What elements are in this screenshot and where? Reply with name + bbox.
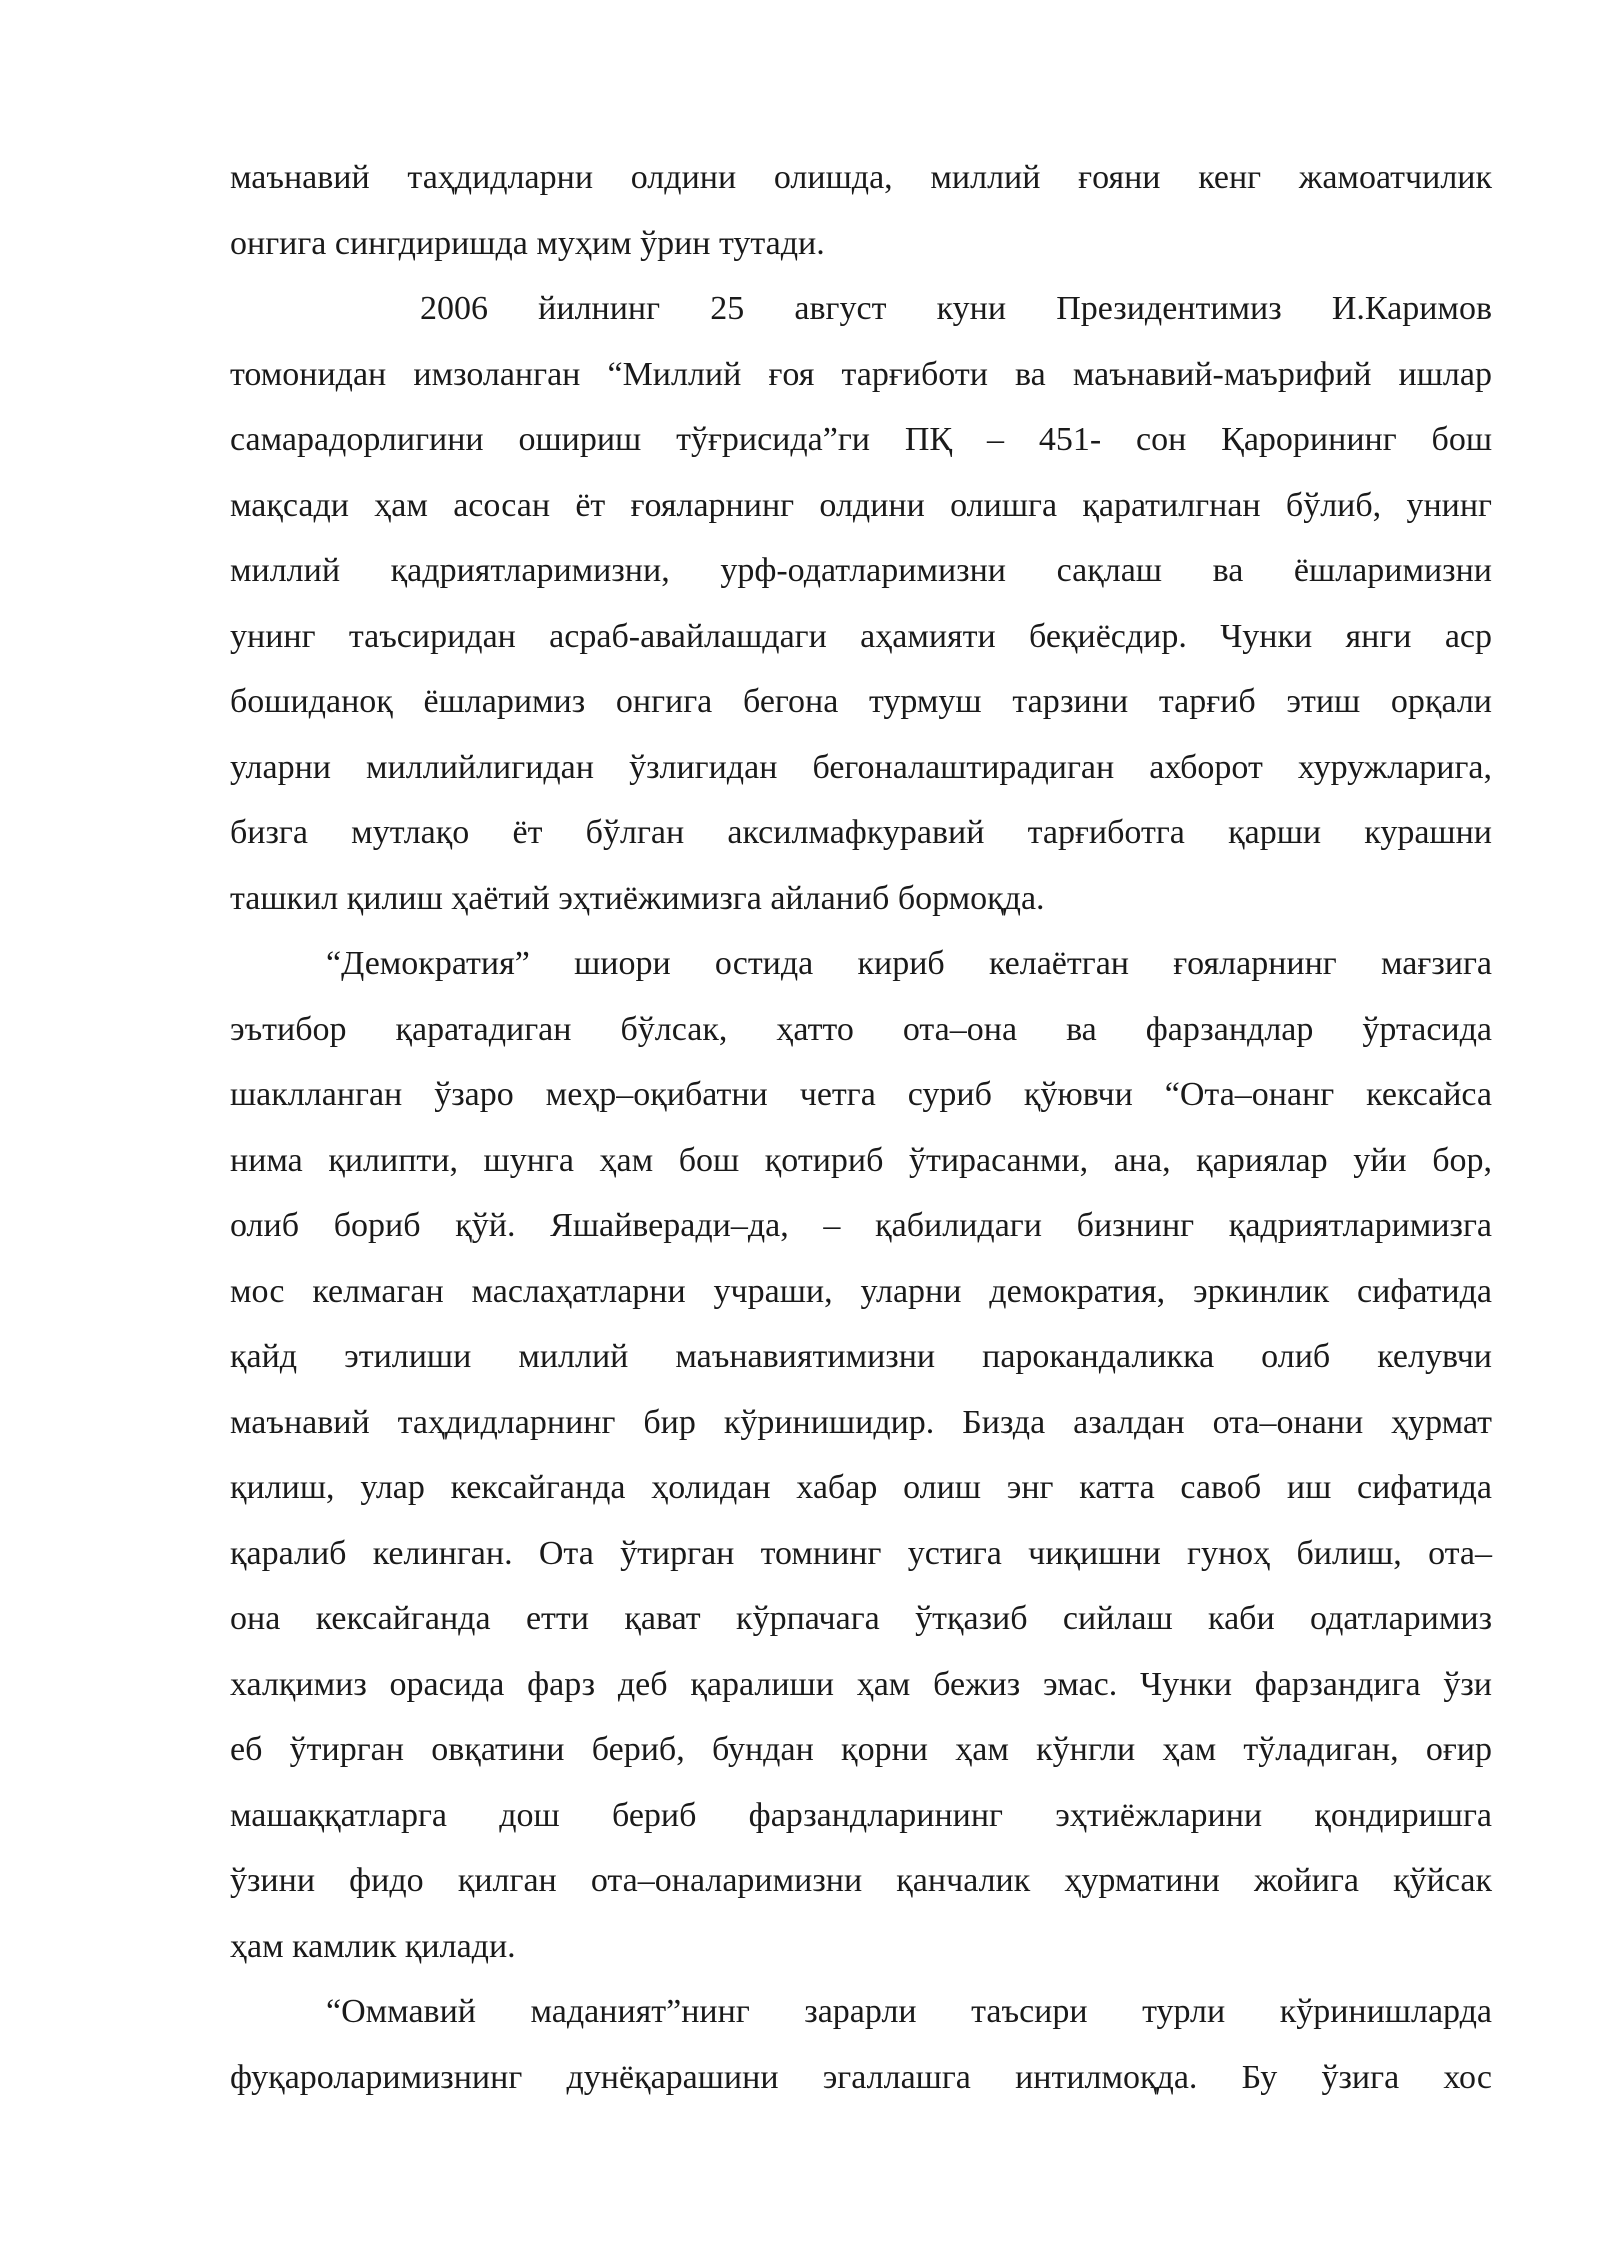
- text-line: унинг таъсиридан асраб-авайлашдаги аҳамияти беқиёсдир. Чунки янги аср: [230, 617, 1492, 655]
- text-line: нима қилипти, шунга ҳам бош қотириб ўтирасанми, ана, қариялар уйи бор,: [230, 1141, 1492, 1179]
- text-line: уларни миллийлигидан ўзлигидан бегоналаштирадиган ахборот хуружларига,: [230, 748, 1492, 786]
- text-line: маънавий таҳдидларни олдини олишда, миллий ғояни кенг жамоатчилик: [230, 159, 1492, 196]
- text-line: ташкил қилиш ҳаётий эҳтиёжимизга айланиб бормоқда.: [230, 879, 1045, 917]
- text-line: еб ўтирган овқатини бериб, бундан қорни ҳам кўнгли ҳам тўладиган, оғир: [230, 1731, 1492, 1768]
- text-line: қилиш, улар кексайганда ҳолидан хабар олиш энг катта савоб иш сифатида: [230, 1469, 1492, 1506]
- document-body: [230, 145, 1492, 2110]
- text-line: она кексайганда етти қават кўрпачага ўтқазиб сийлаш каби одатларимиз: [230, 1600, 1492, 1637]
- text-line: фуқароларимизнинг дунёқарашини эгаллашга интилмоқда. Бу ўзига хос: [230, 2058, 1492, 2096]
- text-line: қаралиб келинган. Ота ўтирган томнинг устига чиқишни гуноҳ билиш, ота–: [230, 1534, 1492, 1572]
- text-line: халқимиз орасида фарз деб қаралиши ҳам бежиз эмас. Чунки фарзандига ўзи: [230, 1665, 1492, 1703]
- text-line: бошиданоқ ёшларимиз онгига бегона турмуш тарзини тарғиб этиш орқали: [230, 683, 1492, 720]
- text-line: “Оммавий маданият”нинг зарарли таъсири турли кўринишларда: [326, 1993, 1492, 2030]
- text-line: мақсади ҳам асосан ёт ғояларнинг олдини олишга қаратилгнан бўлиб, унинг: [230, 486, 1492, 524]
- text-line: самарадорлигини ошириш тўғрисида”ги ПҚ – 451- сон Қарорининг бош: [230, 421, 1492, 458]
- text-line: 2006 йилнинг 25 август куни Президентимиз И.Каримов: [420, 290, 1492, 327]
- text-line: эътибор қаратадиган бўлсак, ҳатто ота–она ва фарзандлар ўртасида: [230, 1010, 1492, 1048]
- text-line: ўзини фидо қилган ота–оналаримизни қанчалик ҳурматини жойига қўйсак: [230, 1862, 1492, 1899]
- text-line: томонидан имзоланган “Миллий ғоя тарғиботи ва маънавий-маърифий ишлар: [230, 355, 1492, 393]
- text-line: ҳам камлик қилади.: [230, 1927, 516, 1965]
- text-line: онгига сингдиришда муҳим ўрин тутади.: [230, 224, 825, 262]
- text-line: шаклланган ўзаро меҳр–оқибатни четга суриб қўювчи “Ота–онанг кексайса: [230, 1076, 1492, 1113]
- paragraph: [230, 931, 1492, 1979]
- text-line: машаққатларга дош бериб фарзандларининг эҳтиёжларини қондиришга: [230, 1796, 1492, 1834]
- paragraph: [230, 276, 1492, 931]
- text-line: қайд этилиши миллий маънавиятимизни парокандаликка олиб келувчи: [230, 1338, 1492, 1375]
- text-line: маънавий таҳдидларнинг бир кўринишидир. Бизда азалдан ота–онани ҳурмат: [230, 1403, 1492, 1441]
- text-line: мос келмаган маслаҳатларни учраши, уларни демократия, эркинлик сифатида: [230, 1272, 1492, 1310]
- paragraph: [230, 1979, 1492, 2110]
- paragraph: [230, 145, 1492, 276]
- text-line: олиб бориб қўй. Яшайверади–да, – қабилидаги бизнинг қадриятларимизга: [230, 1207, 1492, 1244]
- text-line: “Демократия” шиори остида кириб келаётган ғояларнинг мағзига: [326, 945, 1492, 982]
- text-line: миллий қадриятларимизни, урф-одатларимизни сақлаш ва ёшларимизни: [230, 552, 1492, 589]
- text-line: бизга мутлақо ёт бўлган аксилмафкуравий тарғиботга қарши курашни: [230, 814, 1492, 851]
